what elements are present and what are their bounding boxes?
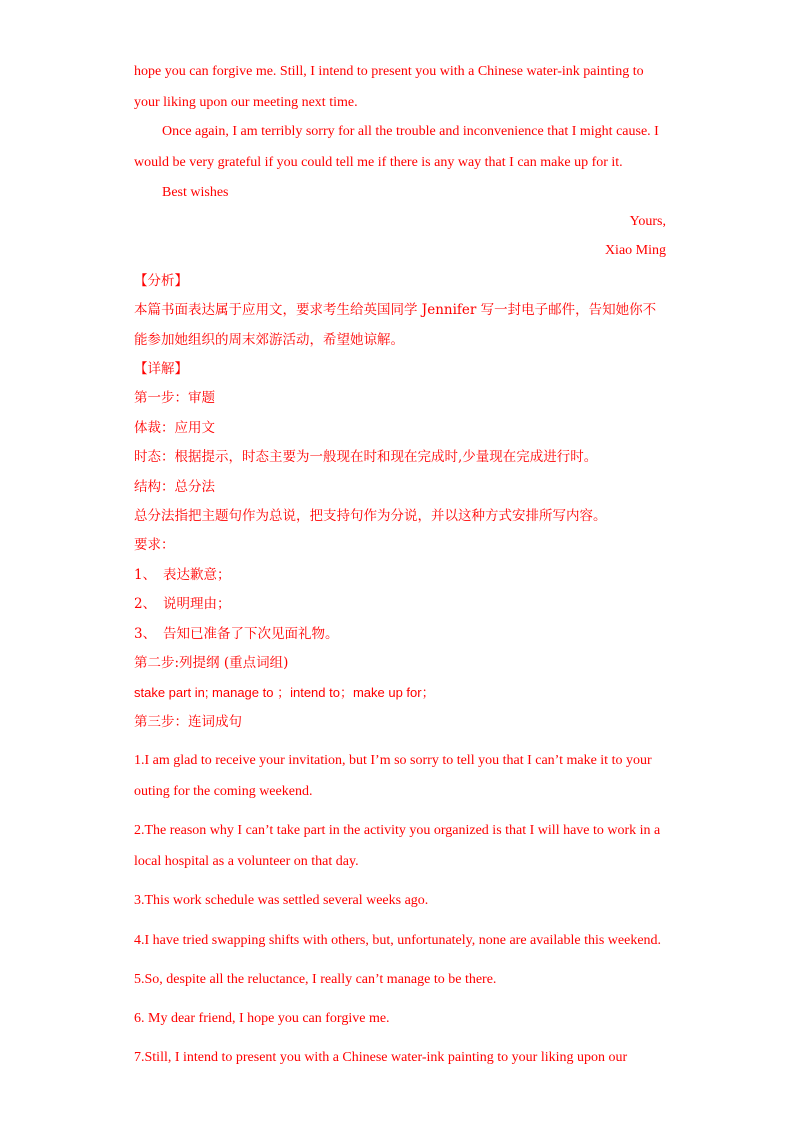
requirement-text: 告知已准备了下次见面礼物。 [163, 626, 339, 642]
requirement-number: 2、 [134, 596, 157, 612]
sentence-2a: 2.The reason why I can’t take part in the activity you organized is that I will have to work in a [134, 823, 661, 838]
analysis-line-2: 能参加她组织的周末郊游活动，希望她谅解。 [134, 332, 404, 348]
sentence-2b: local hospital as a volunteer on that day. [134, 854, 359, 869]
letter-signature: Xiao Ming [604, 243, 666, 258]
letter-yours: Yours, [629, 214, 666, 229]
sentence-3: 3.This work schedule was settled several weeks ago. [134, 893, 429, 908]
structure-line: 结构：总分法 [134, 479, 215, 495]
phrases-line: stake part in; manage to ；intend to；make up for； [134, 685, 435, 700]
requirement-item [134, 595, 231, 613]
structure-desc-line: 总分法指把主题句作为总说，把支持句作为分说，并以这种方式安排所写内容。 [134, 508, 607, 524]
analysis-line-1: 本篇书面表达属于应用文，要求考生给英国同学 Jennifer 写一封电子邮件，告知她你不 [134, 302, 657, 318]
requirement-text: 表达歉意； [163, 567, 231, 583]
requirement-text: 说明理由； [163, 596, 231, 612]
sentence-5: 5.So, despite all the reluctance, I really can’t manage to be there. [134, 972, 497, 987]
tense-line: 时态：根据提示，时态主要为一般现在时和现在完成时,少量现在完成进行时。 [134, 449, 598, 465]
letter-line-3: Once again, I am terribly sorry for all the trouble and inconvenience that I might cause. I [162, 124, 659, 139]
sentence-1b: outing for the coming weekend. [134, 784, 313, 799]
sentence-7a: 7.Still, I intend to present you with a Chinese water-ink painting to your liking upon our [134, 1050, 628, 1065]
sentence-6: 6. My dear friend, I hope you can forgive me. [134, 1011, 390, 1026]
requirement-number: 1、 [134, 567, 157, 583]
genre-line: 体裁：应用文 [134, 420, 215, 436]
step2-title: 第二步:列提纲 (重点词组) [134, 655, 289, 671]
step3-title: 第三步：连词成句 [134, 714, 242, 730]
requirement-item [134, 625, 339, 643]
sentence-4: 4.I have tried swapping shifts with others, but, unfortunately, none are available this weekend. [134, 933, 662, 948]
requirement-number: 3、 [134, 626, 157, 642]
details-heading: 【详解】 [134, 361, 188, 377]
requirement-item [134, 566, 231, 584]
step1-title: 第一步：审题 [134, 390, 215, 406]
requirements-label: 要求： [134, 537, 175, 553]
letter-line-1: hope you can forgive me. Still, I intend to present you with a Chinese water-ink painting to [134, 64, 644, 79]
letter-line-4: would be very grateful if you could tell me if there is any way that I can make up for it. [134, 155, 623, 170]
letter-closing: Best wishes [162, 185, 229, 200]
analysis-heading: 【分析】 [134, 273, 188, 289]
sentence-1a: 1.I am glad to receive your invitation, but I’m so sorry to tell you that I can’t make it to your [134, 753, 652, 768]
letter-line-2: your liking upon our meeting next time. [134, 95, 358, 110]
